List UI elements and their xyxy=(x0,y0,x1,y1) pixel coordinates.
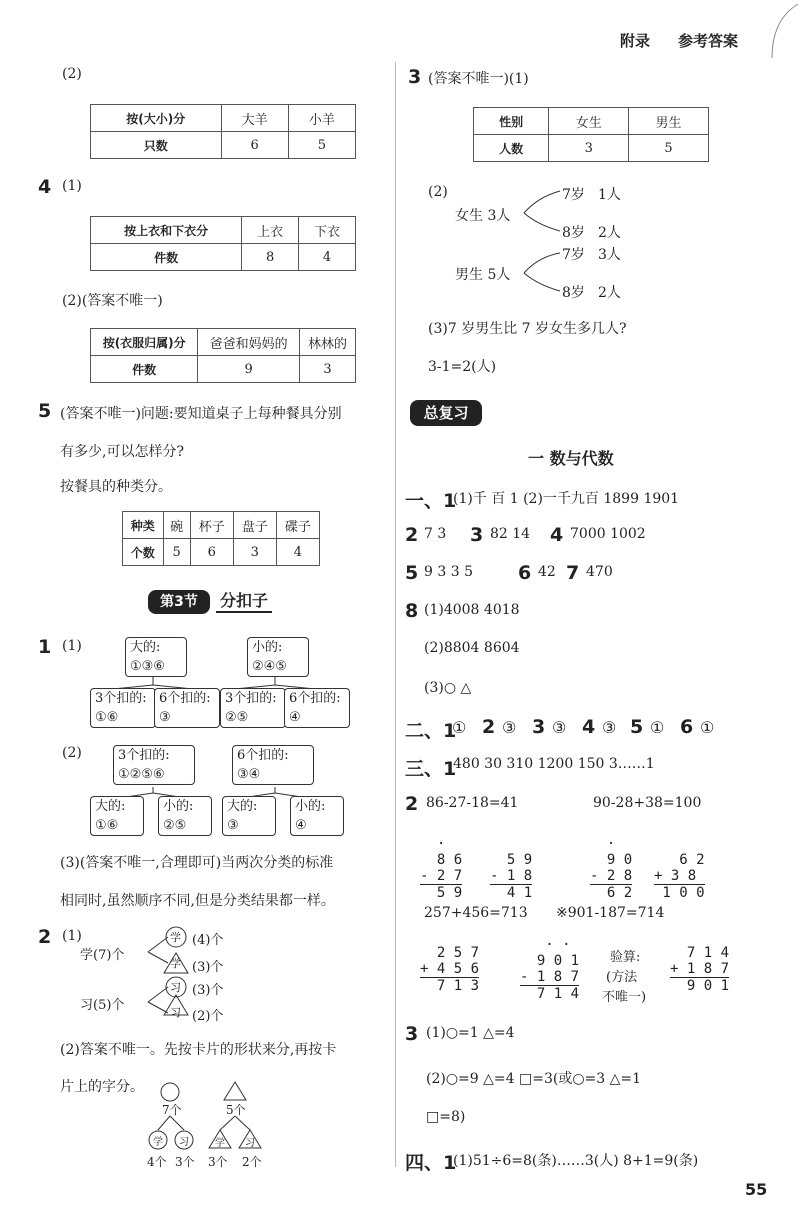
question-number: 2 xyxy=(38,926,52,948)
table-gender xyxy=(473,107,709,162)
cell: 个数 xyxy=(123,539,164,566)
item-number: 4 xyxy=(582,716,596,738)
equation: 90-28+38=100 xyxy=(593,795,702,811)
tree2-left: 3个扣的: ①②⑤⑥ xyxy=(113,745,195,785)
tree1-right: 小的: ②④⑤ xyxy=(247,637,309,677)
vertical-calc: 7 1 4 + 1 8 7 9 0 1 xyxy=(670,945,730,994)
table-owner xyxy=(90,328,356,383)
section-label: 二、1 xyxy=(405,720,457,742)
text-line: 有多少,可以怎样分? xyxy=(60,444,184,460)
cell: 按上衣和下衣分 xyxy=(91,217,242,244)
cell: 碗 xyxy=(163,512,190,539)
girls-label: 女生 3人 xyxy=(455,208,511,224)
tree2-leaf: 小的: ④ xyxy=(290,796,344,836)
count: 2人 xyxy=(598,285,621,301)
cell: 女生 xyxy=(549,108,629,135)
item-number: 2 xyxy=(482,716,496,738)
xue-count: 学(7)个 xyxy=(80,948,125,963)
cell: 6 xyxy=(221,132,288,159)
tree2-leaf: 大的: ③ xyxy=(222,796,276,836)
text-line: 3-1=2(人) xyxy=(428,359,497,375)
text-line: (答案不唯一)问题:要知道桌子上每种餐具分别 xyxy=(60,406,342,422)
cell: 4 xyxy=(299,244,356,271)
answer: 480 30 310 1200 150 3……1 xyxy=(453,756,655,772)
cell: 5 xyxy=(163,539,190,566)
question-number: 1 xyxy=(38,636,52,658)
cell: 杯子 xyxy=(190,512,233,539)
check-label: 验算: xyxy=(610,950,641,965)
age: 8岁 xyxy=(562,285,585,301)
equation: 86-27-18=41 xyxy=(426,795,519,811)
count: (3)个 xyxy=(192,983,224,998)
vertical-calc: 6 2 + 3 8 1 0 0 xyxy=(654,852,705,901)
answer: (1)51÷6=8(条)……3(人) 8+1=9(条) xyxy=(453,1153,699,1169)
question-number: 3 xyxy=(408,66,422,88)
answer: 82 14 xyxy=(490,526,531,542)
vertical-calc: 5 9 - 1 8 4 1 xyxy=(490,852,533,901)
answer: 42 xyxy=(538,564,556,580)
section-label: 四、1 xyxy=(405,1152,457,1174)
question-number: 5 xyxy=(38,400,52,422)
answer: (3)○ △ xyxy=(424,680,472,696)
table-clothes xyxy=(90,216,356,271)
answer: ① xyxy=(700,718,715,737)
chapter-title: 一 数与代数 xyxy=(528,449,614,468)
answer: (2)○=9 △=4 □=3(或○=3 △=1 xyxy=(426,1071,642,1087)
answer: 470 xyxy=(586,564,613,580)
text-line: 相同时,虽然顺序不同,但是分类结果都一样。 xyxy=(60,893,335,909)
count: (4)个 xyxy=(192,933,224,948)
char-xi: 习 xyxy=(170,981,181,994)
corner-line xyxy=(770,0,800,60)
cell: 按(大小)分 xyxy=(91,105,222,132)
text-line: (3)(答案不唯一,合理即可)当两次分类的标准 xyxy=(60,855,334,871)
section-label: 一、1 xyxy=(405,490,457,512)
sub-label: (2) xyxy=(62,745,82,761)
review-badge: 总复习 xyxy=(410,400,482,426)
count: 2人 xyxy=(598,225,621,241)
text-line: 片上的字分。 xyxy=(60,1079,144,1095)
text-line: (2)答案不唯一。先按卡片的形状来分,再按卡 xyxy=(60,1042,337,1058)
cell: 碟子 xyxy=(276,512,319,539)
cell: 按(衣服归属)分 xyxy=(91,329,198,356)
answer: 7000 1002 xyxy=(570,526,646,542)
cell: 林林的 xyxy=(299,329,355,356)
count: (2)个 xyxy=(192,1009,224,1024)
cell: 4 xyxy=(276,539,319,566)
count: 4个 xyxy=(147,1155,167,1169)
char-xue: 学 xyxy=(153,1137,163,1148)
char-xue: 学 xyxy=(215,1138,225,1149)
tree1-left: 大的: ①③⑥ xyxy=(125,637,187,677)
answer: ① xyxy=(452,718,467,737)
answer: ③ xyxy=(502,718,517,737)
section-badge: 第3节 xyxy=(148,590,210,614)
question-number: 2 xyxy=(405,793,419,815)
sub-label: (1) xyxy=(62,928,82,944)
circle-count: 7个 xyxy=(162,1103,182,1117)
page-number: 55 xyxy=(745,1180,768,1199)
cell: 性别 xyxy=(474,108,549,135)
header-title: 参考答案 xyxy=(678,32,739,50)
answer: ③ xyxy=(552,718,567,737)
answer: ③ xyxy=(602,718,617,737)
count: 1人 xyxy=(598,187,621,203)
text-line: (3)7 岁男生比 7 岁女生多几人? xyxy=(428,321,627,337)
cell: 男生 xyxy=(629,108,709,135)
tree2-right: 6个扣的: ③④ xyxy=(232,745,314,785)
sub-label: (1) xyxy=(62,178,82,194)
answer: (1)○=1 △=4 xyxy=(426,1025,515,1041)
header-label: 附录 xyxy=(620,32,651,50)
char-xue: 学 xyxy=(170,957,181,970)
answer: □=8) xyxy=(426,1109,466,1125)
equation: 257+456=713 xyxy=(424,905,528,921)
tree1-leaf: 3个扣的: ①⑥ xyxy=(90,688,156,728)
tree2-leaf: 大的: ①⑥ xyxy=(90,796,144,836)
table-size xyxy=(90,104,356,159)
sub-label: (1) xyxy=(62,638,82,654)
cell: 盘子 xyxy=(233,512,276,539)
note: 不唯一) xyxy=(602,990,647,1005)
section-title: 分扣子 xyxy=(216,588,272,613)
vertical-calc: · 9 0 - 2 8 6 2 xyxy=(590,836,633,901)
count: 3个 xyxy=(208,1155,228,1169)
age-branch-lines xyxy=(520,185,565,295)
vertical-calc: · · 9 0 1 - 1 8 7 7 1 4 xyxy=(520,937,580,1002)
cell: 3 xyxy=(549,135,629,162)
question-number: 4 xyxy=(38,176,52,198)
age: 8岁 xyxy=(562,225,585,241)
boys-label: 男生 5人 xyxy=(455,267,511,283)
cell: 5 xyxy=(288,132,355,159)
sub-label: (答案不唯一)(1) xyxy=(428,71,529,87)
tree2-leaf: 小的: ②⑤ xyxy=(158,796,212,836)
question-number: 3 xyxy=(405,1023,419,1045)
cell: 上衣 xyxy=(242,217,299,244)
cell: 下衣 xyxy=(299,217,356,244)
tree1-leaf: 6个扣的: ③ xyxy=(154,688,220,728)
cell: 3 xyxy=(233,539,276,566)
cell: 6 xyxy=(190,539,233,566)
text-line: 按餐具的种类分。 xyxy=(60,479,172,495)
cell: 只数 xyxy=(91,132,222,159)
cell: 3 xyxy=(299,356,355,383)
vertical-calc: · 8 6 - 2 7 5 9 xyxy=(420,836,463,901)
text-line: (1)千 百 1 (2)一千九百 1899 1901 xyxy=(453,491,680,507)
xi-count: 习(5)个 xyxy=(80,998,125,1013)
table-tableware xyxy=(122,511,320,566)
column-divider xyxy=(395,62,396,1167)
answer: (2)8804 8604 xyxy=(424,640,520,656)
note: (方法 xyxy=(606,970,638,985)
cell: 大羊 xyxy=(221,105,288,132)
age: 7岁 xyxy=(562,247,585,263)
count: 3人 xyxy=(598,247,621,263)
tree1-leaf: 6个扣的: ④ xyxy=(284,688,350,728)
cell: 件数 xyxy=(91,244,242,271)
item-number: 3 xyxy=(532,716,546,738)
sub-label: (2)(答案不唯一) xyxy=(62,293,163,309)
item-number: 6 xyxy=(680,716,694,738)
tri-count: 5个 xyxy=(226,1103,246,1117)
cell: 人数 xyxy=(474,135,549,162)
answer: (1)4008 4018 xyxy=(424,602,520,618)
answer: ① xyxy=(650,718,665,737)
cell: 5 xyxy=(629,135,709,162)
answer: 9 3 3 5 xyxy=(424,564,473,580)
age: 7岁 xyxy=(562,187,585,203)
sub-label: (2) xyxy=(428,184,448,200)
section-label: 三、1 xyxy=(405,758,457,780)
question-number: 8 xyxy=(405,600,419,622)
char-xi: 习 xyxy=(179,1137,189,1148)
cell: 9 xyxy=(198,356,300,383)
cell: 8 xyxy=(242,244,299,271)
char-xi: 习 xyxy=(170,1006,181,1019)
cell: 爸爸和妈妈的 xyxy=(198,329,300,356)
answer: 7 3 xyxy=(424,526,447,542)
item-number: 5 xyxy=(630,716,644,738)
equation: ※901-187=714 xyxy=(556,905,665,921)
cell: 件数 xyxy=(91,356,198,383)
vertical-calc: 2 5 7 + 4 5 6 7 1 3 xyxy=(420,945,480,994)
count: (3)个 xyxy=(192,960,224,975)
sub-label: (2) xyxy=(62,66,82,82)
tree1-leaf: 3个扣的: ②⑤ xyxy=(220,688,286,728)
count: 2个 xyxy=(242,1155,262,1169)
cell: 小羊 xyxy=(288,105,355,132)
char-xue: 学 xyxy=(170,931,181,944)
cell: 种类 xyxy=(123,512,164,539)
count: 3个 xyxy=(175,1155,195,1169)
char-xi: 习 xyxy=(245,1138,255,1149)
